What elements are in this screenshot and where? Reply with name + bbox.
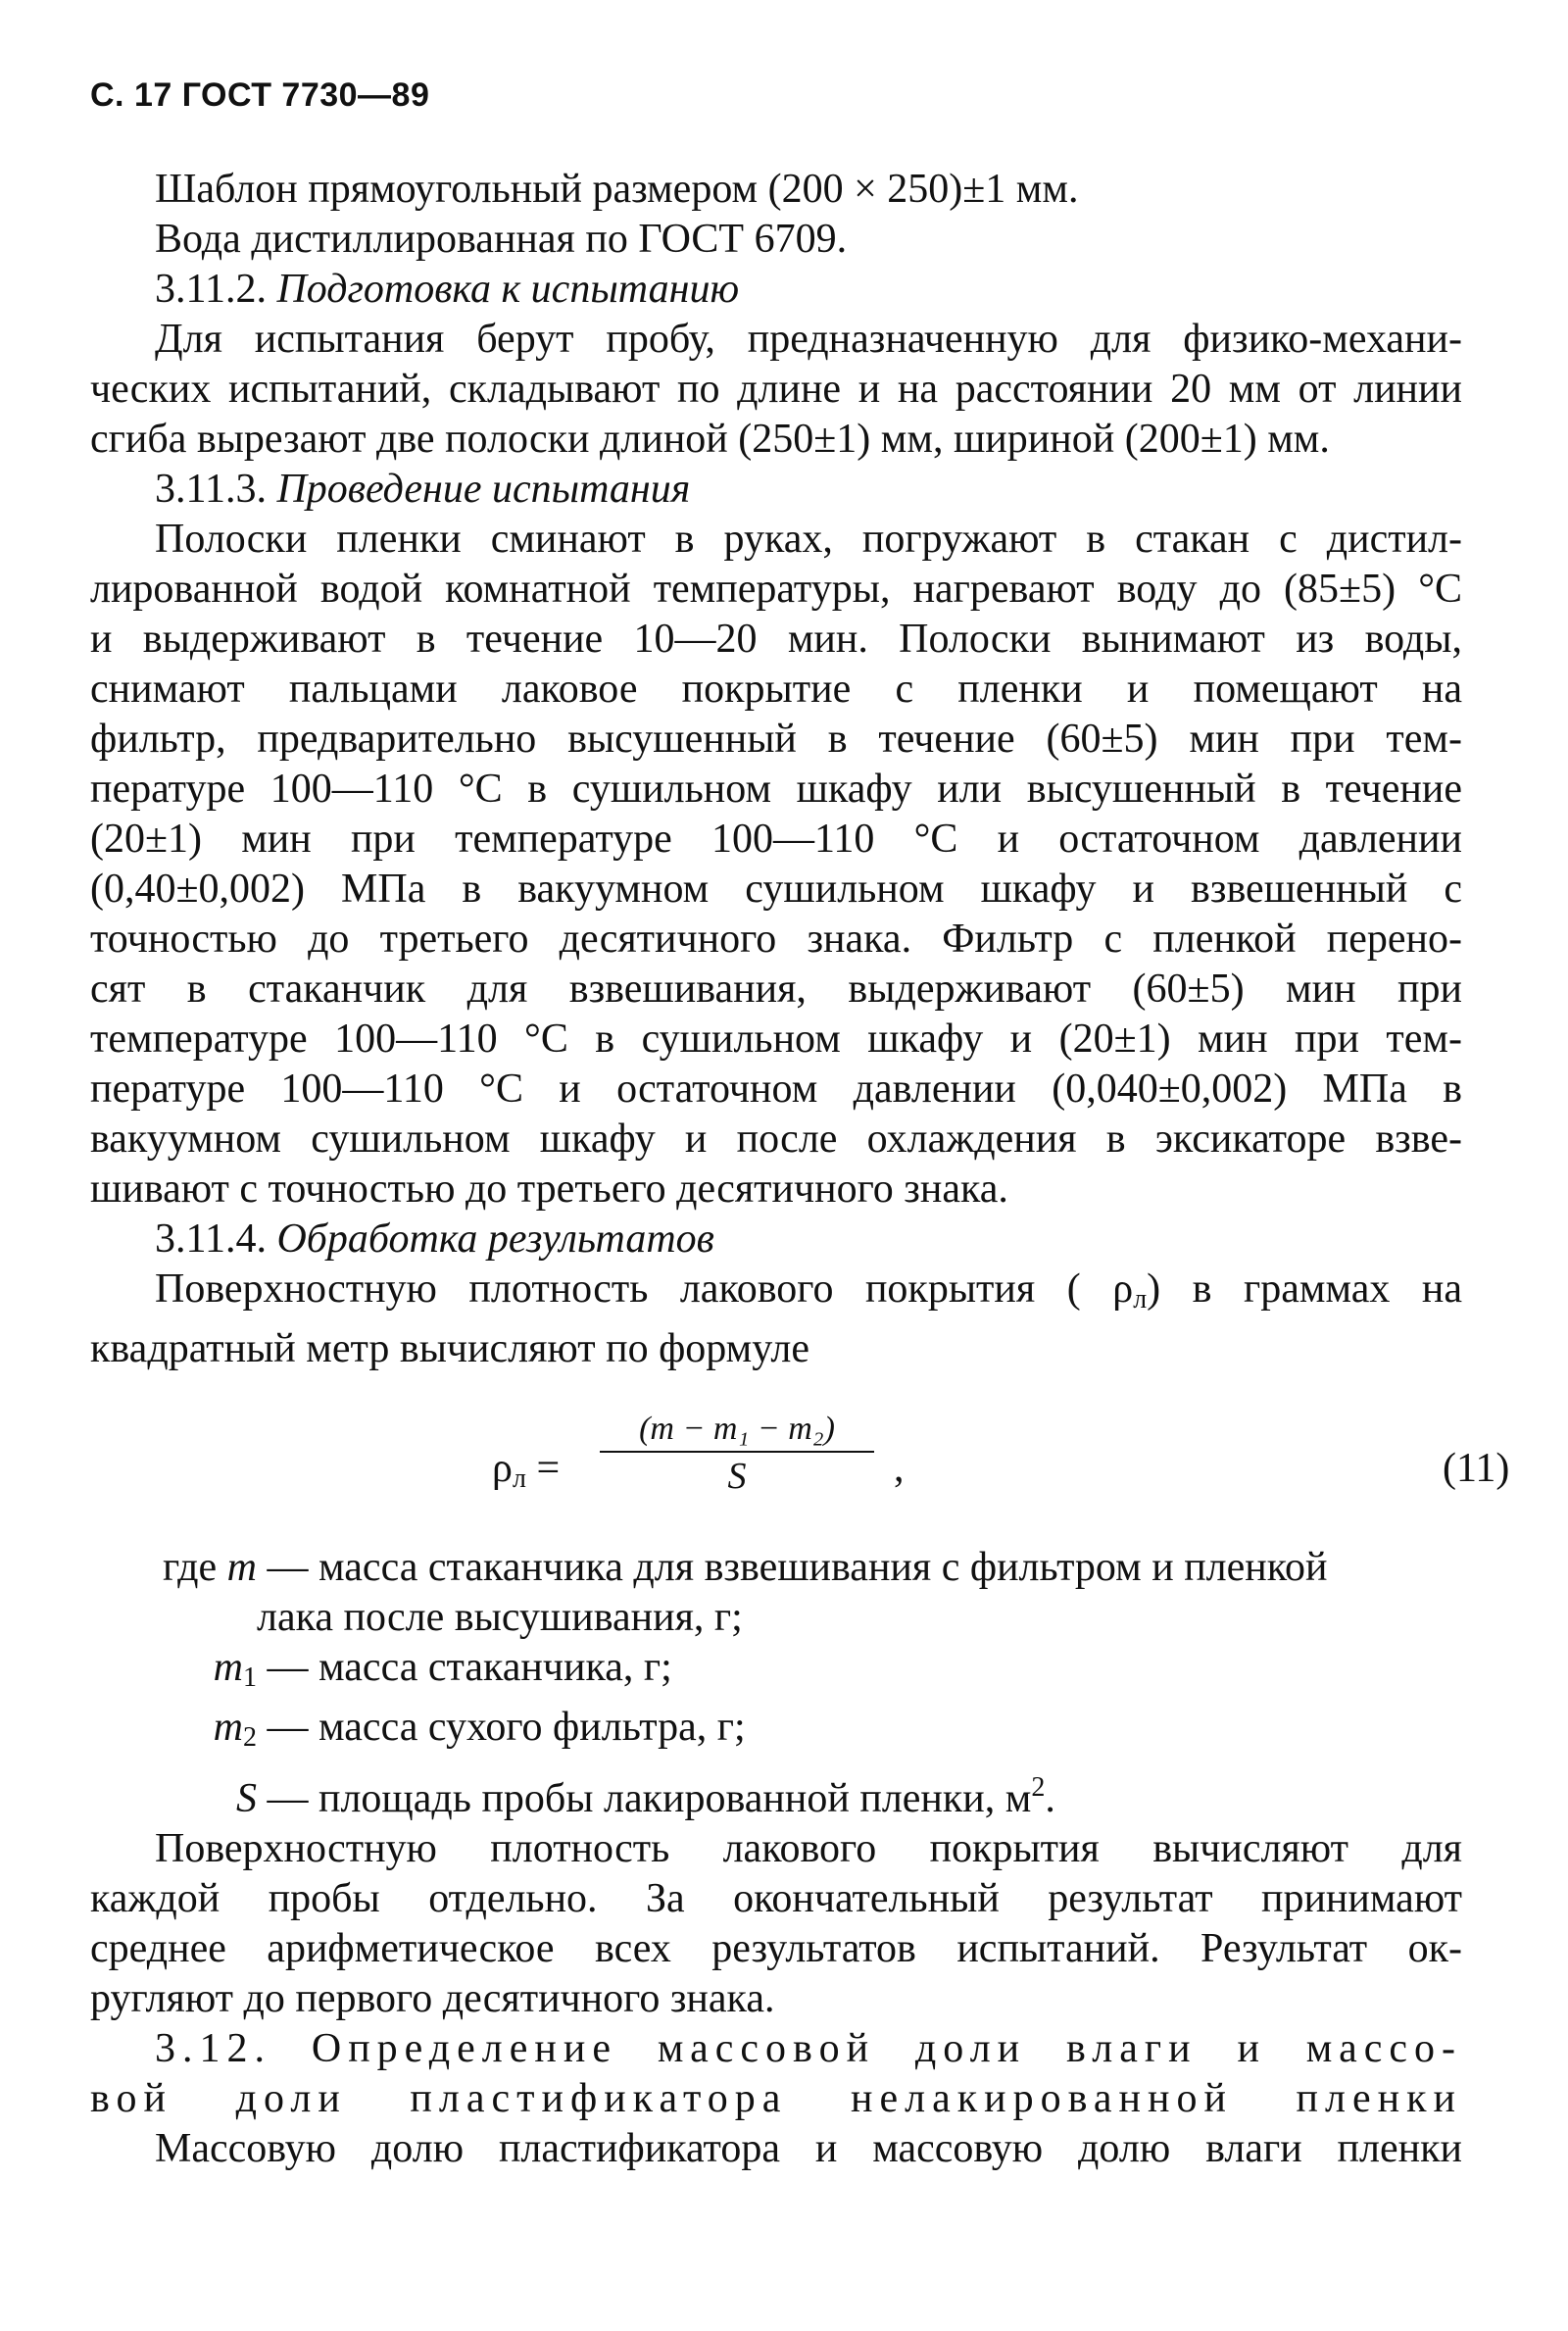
formula-equals: = — [536, 1446, 561, 1491]
text-line: пературе 100—110 °С в сушильном шкафу или высушенный в течение — [90, 767, 1462, 812]
text-line: точностью до третьего десятичного знака. Фильтр с пленкой перено- — [90, 917, 1462, 962]
symbol-m: m — [213, 1705, 243, 1750]
formula-number: (11) — [1443, 1446, 1510, 1491]
formula-rho: ρ — [492, 1446, 513, 1491]
definition-s — [90, 1762, 1462, 1824]
formula-lhs — [492, 1445, 560, 1495]
formula-fraction — [590, 1410, 884, 1498]
text-line: среднее арифметическое всех результатов испытаний. Результат ок- — [90, 1926, 1462, 1971]
section-number: 3.11.3. — [155, 467, 267, 512]
text-line: ругляют до первого десятичного знака. — [90, 1976, 775, 2021]
text-line: лированной водой комнатной температуры, нагревают воду до (85±5) °С — [90, 567, 1462, 612]
section-title: Обработка результатов — [276, 1216, 714, 1262]
definition-continuation: лака после высушивания, г; — [257, 1595, 743, 1640]
text-line: ческих испытаний, складывают по длине и на расстоянии 20 мм от линии — [90, 367, 1462, 412]
symbol-m: m — [226, 1545, 257, 1590]
section-number: 3.11.2. — [155, 267, 267, 312]
text-line: температуре 100—110 °С в сушильном шкафу и (20±1) мин при тем- — [90, 1017, 1462, 1062]
text-line: Вода дистиллированная по ГОСТ 6709. — [155, 217, 848, 262]
fraction-bar — [600, 1451, 874, 1453]
definition-symbol — [90, 1643, 257, 1703]
definition-m — [90, 1543, 1462, 1593]
definition-m1 — [90, 1643, 1462, 1703]
rho-symbol: ρ — [1112, 1266, 1134, 1312]
definition-intro: где — [163, 1545, 218, 1590]
section-heading-3-12-cont: вой доли пластификатора нелакированной пленки — [90, 2076, 1462, 2121]
definition-m2 — [90, 1703, 1462, 1762]
definition-text: — масса стаканчика, г; — [267, 1645, 672, 1690]
section-heading-3-11-3 — [90, 465, 1462, 515]
definition-tail: . — [1045, 1776, 1055, 1821]
text-line: снимают пальцами лаковое покрытие с пленки и помещают на — [90, 667, 1462, 712]
symbol-s: S — [236, 1776, 257, 1821]
symbol-m: m — [213, 1645, 243, 1690]
text-line: Для испытания берут пробу, предназначенную для физико-механи- — [155, 317, 1462, 362]
formula-numerator: (m − m₁ − m₂) — [639, 1411, 835, 1447]
formula-comma: , — [894, 1446, 905, 1491]
section-heading-3-12: 3.12. Определение массовой доли влаги и массо- — [155, 2026, 1462, 2071]
formula-rho-subscript: л — [512, 1463, 526, 1494]
text-line: (0,40±0,002) МПа в вакуумном сушильном шкафу и взвешенный с — [90, 867, 1462, 912]
text-line: (20±1) мин при температуре 100—110 °С и остаточном давлении — [90, 817, 1462, 862]
section-number: 3.11.4. — [155, 1216, 267, 1262]
symbol-subscript: 2 — [243, 1722, 257, 1753]
text-line: Массовую долю пластификатора и массовую долю влаги пленки — [155, 2126, 1462, 2171]
text-line: квадратный метр вычисляют по формуле — [90, 1326, 809, 1371]
text-fragment: ) в граммах на — [1147, 1266, 1462, 1312]
formula-11 — [90, 1402, 1510, 1525]
text-line: сгиба вырезают две полоски длиной (250±1) мм, шириной (200±1) мм. — [90, 417, 1330, 462]
symbol-subscript: 1 — [243, 1662, 257, 1693]
document-body — [90, 165, 1510, 2174]
text-line: и выдерживают в течение 10—20 мин. Полоски вынимают из воды, — [90, 617, 1462, 662]
text-line: Полоски пленки сминают в руках, погружают в стакан с дистил- — [155, 517, 1462, 562]
definition-text: — площадь пробы лакированной пленки, м — [267, 1776, 1032, 1821]
section-heading-3-11-4 — [90, 1215, 1462, 1265]
formula-denominator: S — [727, 1456, 747, 1497]
rho-subscript: л — [1133, 1284, 1148, 1314]
text-line — [90, 1265, 1462, 1324]
text-line: вакуумном сушильном шкафу и после охлаждения в эксикаторе взве- — [90, 1116, 1462, 1162]
text-line: шивают с точностью до третьего десятичного знака. — [90, 1166, 1008, 1212]
unit-superscript: 2 — [1031, 1772, 1046, 1803]
page-header: С. 17 ГОСТ 7730—89 — [90, 76, 430, 114]
definition-text: — масса стаканчика для взвешивания с фильтром и пленкой — [267, 1545, 1328, 1590]
text-fragment: Поверхностную плотность лакового покрытия ( — [155, 1266, 1081, 1312]
text-line: сят в стаканчик для взвешивания, выдерживают (60±5) мин при — [90, 967, 1462, 1012]
text-line: каждой пробы отдельно. За окончательный результат принимают — [90, 1876, 1462, 1921]
text-line: Шаблон прямоугольный размером (200 × 250)±1 мм. — [155, 167, 1079, 212]
variable-definitions — [90, 1543, 1462, 1824]
section-title: Проведение испытания — [276, 467, 691, 512]
text-line: пературе 100—110 °С и остаточном давлении (0,040±0,002) МПа в — [90, 1066, 1462, 1112]
definition-symbol — [90, 1774, 257, 1824]
text-line: Поверхностную плотность лакового покрытия вычисляют для — [155, 1826, 1462, 1871]
definition-text: — масса сухого фильтра, г; — [267, 1705, 746, 1750]
definition-symbol — [90, 1703, 257, 1762]
section-title: Подготовка к испытанию — [276, 267, 740, 312]
section-heading-3-11-2 — [90, 265, 1462, 315]
text-line: фильтр, предварительно высушенный в течение (60±5) мин при тем- — [90, 717, 1462, 762]
definition-symbol — [90, 1543, 257, 1593]
